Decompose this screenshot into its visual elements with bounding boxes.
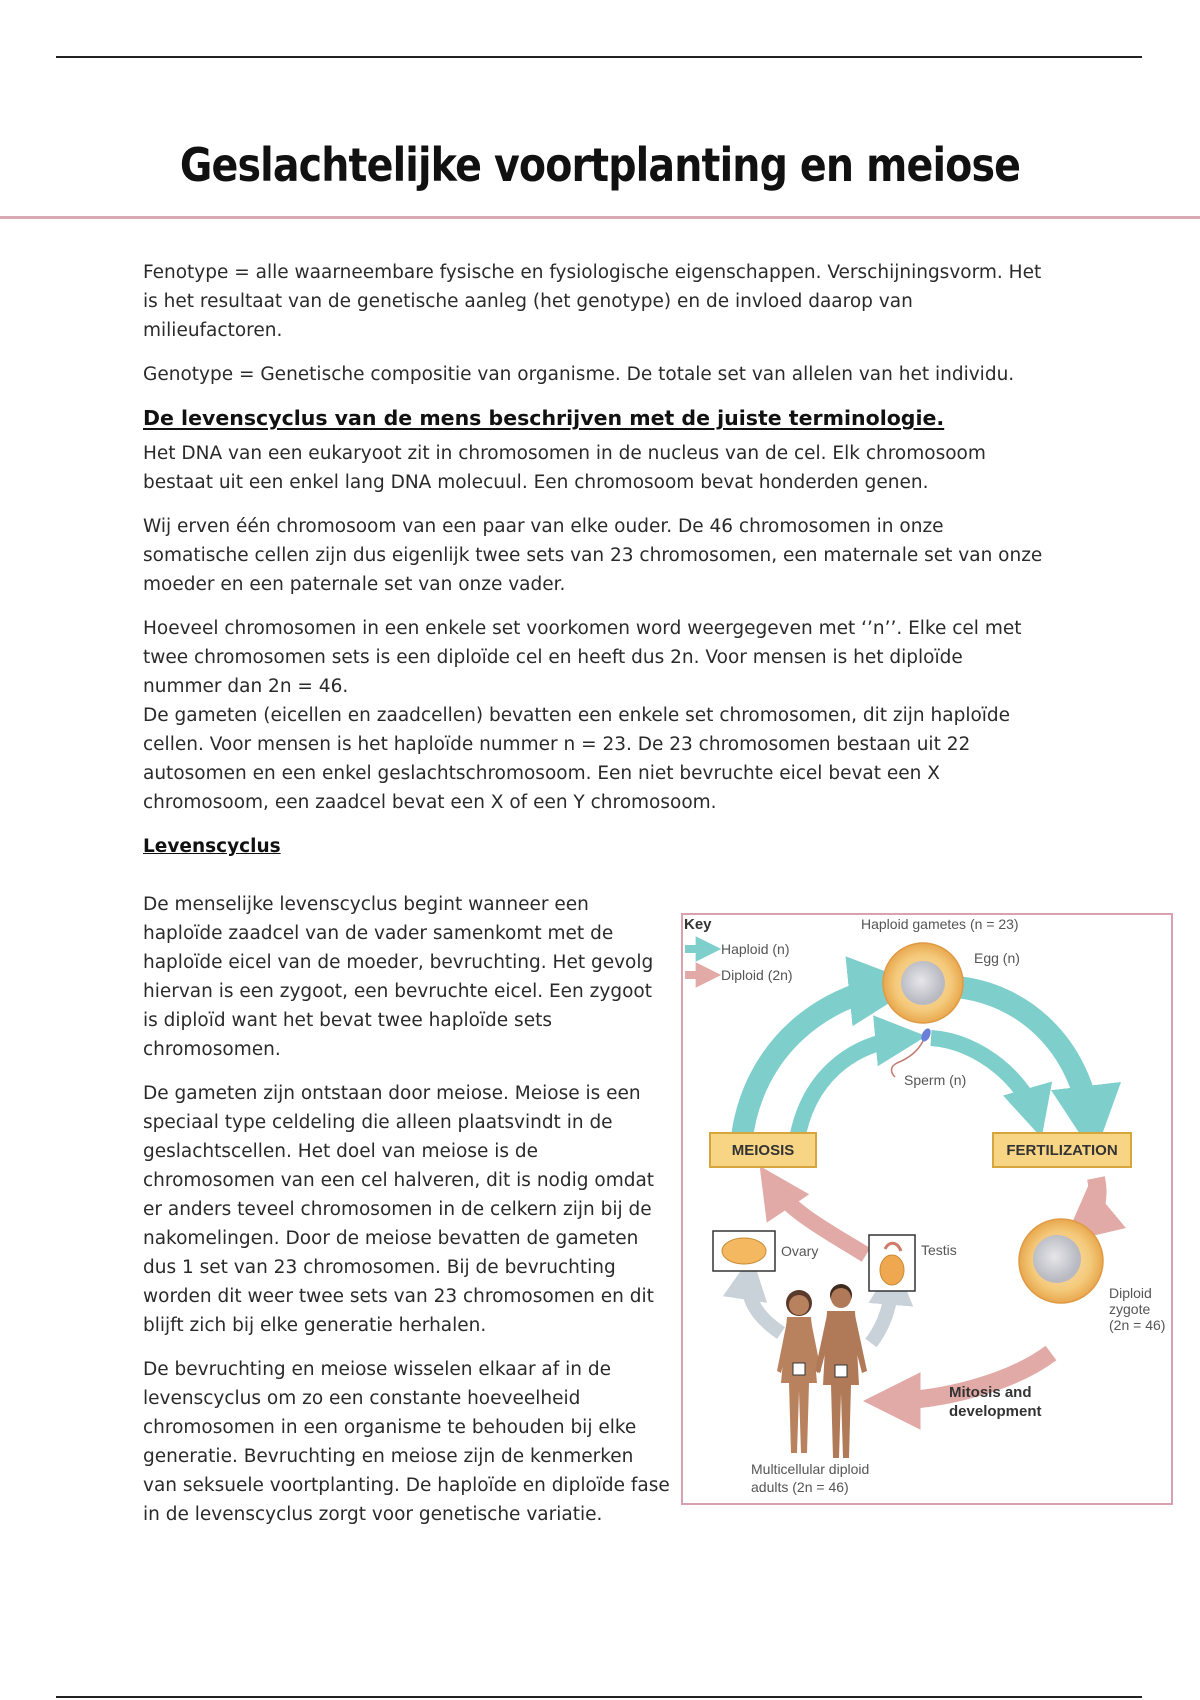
paragraph: Het DNA van een eukaryoot zit in chromosomen in de nucleus van de cel. Elk chromosoom bestaat uit een enkel lang DNA molecuul. Een chromosoom bevat honderden genen. [143, 443, 986, 493]
section-heading: De levenscyclus van de mens beschrijven met de juiste terminologie. [143, 406, 945, 430]
zygote-label-line2: zygote [1109, 1301, 1151, 1317]
key-diploid-label: Diploid (2n) [721, 967, 793, 983]
sperm-label: Sperm (n) [904, 1072, 967, 1088]
zygote-nucleus [1033, 1235, 1081, 1283]
paragraph: De gameten (eicellen en zaadcellen) bevatten een enkele set chromosomen, dit zijn haploïde cellen. Voor mensen is het haploïde nummer n = 23. De 23 chromosomen bestaan uit 22 autosomen en een enkel geslachtschromosoom. Een niet bevruchte eicel bevat een X chromosoom, een zaadcel bevat een X of een Y chromosoom. [143, 705, 1011, 813]
mitosis-label-line1: Mitosis and [949, 1384, 1032, 1401]
zygote-label-line1: Diploid [1109, 1285, 1152, 1301]
egg-nucleus [901, 961, 945, 1005]
woman-censor-box [793, 1363, 805, 1375]
ovary-label: Ovary [781, 1243, 819, 1259]
ovary-icon [722, 1238, 766, 1264]
adults-label-line2: adults (2n = 46) [751, 1479, 849, 1495]
paragraph: Hoeveel chromosomen in een enkele set voorkomen word weergegeven met ‘’n’’. Elke cel met twee chromosomen sets is een diploïde cel en heeft dus 2n. Voor mensen is het diploïde nummer dan 2n = 46. [143, 618, 1022, 697]
testis-label: Testis [921, 1242, 957, 1258]
top-rule [56, 56, 1142, 58]
egg-label: Egg (n) [974, 950, 1020, 966]
page-title: Geslachtelijke voortplanting en meiose [179, 138, 1021, 192]
document-body [143, 258, 1043, 871]
bottom-rule [56, 1696, 1142, 1698]
life-cycle-svg [681, 913, 1173, 1505]
mitosis-label-line2: development [949, 1403, 1042, 1420]
text-column [143, 890, 671, 1544]
adults-label-line1: Multicellular diploid [751, 1461, 870, 1477]
key-haploid-label: Haploid (n) [721, 941, 790, 957]
title-rule [0, 216, 1200, 219]
column-paragraph: De bevruchting en meiose wisselen elkaar af in de levenscyclus om zo een constante hoeveelheid chromosomen in een organisme te behouden bij elke generatie. Bevruchting en meiose zijn de kenmerken van seksuele voortplanting. De haploïde en diploïde fase in de levenscyclus zorgt voor genetische variatie. [143, 1359, 670, 1525]
definition-fenotype: Fenotype = alle waarneembare fysische en fysiologische eigenschappen. Verschijningsvorm. Het is het resultaat van de genetische aanleg (het genotype) en de invloed daarop van milieufactoren. [143, 262, 1042, 341]
zygote-label-line3: (2n = 46) [1109, 1317, 1166, 1333]
sub-heading-levenscyclus: Levenscyclus [143, 836, 281, 857]
fertilization-label: FERTILIZATION [1006, 1142, 1118, 1159]
column-paragraph: De gameten zijn ontstaan door meiose. Meiose is een speciaal type celdeling die alleen plaatsvindt in de geslachtscellen. Het doel van meiose is de chromosomen van een cel halveren, dit is nodig omdat er anders teveel chromosomen in de celkern zijn bij de nakomelingen. Door de meiose bevatten de gameten dus 1 set van 23 chromosomen. Bij de bevruchting worden dit weer twee sets van 23 chromosomen en dit blijft zich bij elke generatie herhalen. [143, 1083, 655, 1336]
haploid-gametes-label: Haploid gametes (n = 23) [861, 916, 1019, 932]
man-censor-box [835, 1365, 847, 1377]
paragraph: Wij erven één chromosoom van een paar van elke ouder. De 46 chromosomen in onze somatische cellen zijn dus eigenlijk twee sets van 23 chromosomen, een maternale set van onze moeder en een paternale set van onze vader. [143, 516, 1043, 595]
key-title: Key [684, 916, 712, 933]
meiosis-label: MEIOSIS [731, 1142, 795, 1159]
life-cycle-diagram [681, 913, 1173, 1505]
column-paragraph: De menselijke levenscyclus begint wanneer een haploïde zaadcel van de vader samenkomt met de haploïde eicel van de moeder, bevruchting. Het gevolg hiervan is een zygoot, een bevruchte eicel. Een zygoot is diploïd want het bevat twee haploïde sets chromosomen. [143, 894, 654, 1060]
testis-icon [880, 1255, 904, 1285]
definition-genotype: Genotype = Genetische compositie van organisme. De totale set van allelen van het individu. [143, 364, 1015, 385]
